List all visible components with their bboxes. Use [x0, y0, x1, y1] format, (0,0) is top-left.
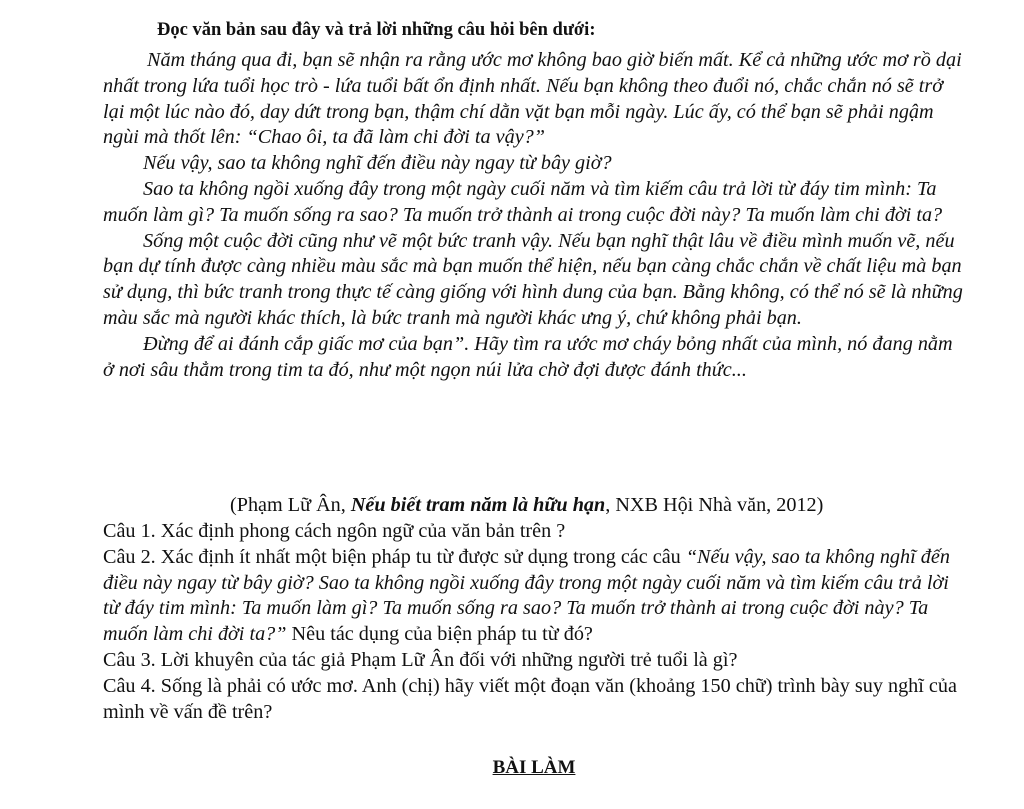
question-2	[103, 545, 963, 648]
passage-paragraph: Sao ta không ngồi xuống đây trong một ngày cuối năm và tìm kiếm câu trả lời từ đáy tim mình: Ta muốn làm gì? Ta muốn sống ra sao? Ta muốn trở thành ai trong cuộc đời này? Ta muốn làm chi đời ta?	[103, 177, 943, 226]
question-2-task: Nêu tác dụng của biện pháp tu từ đó?	[286, 623, 593, 646]
question-4: Câu 4. Sống là phải có ước mơ. Anh (chị) hãy viết một đoạn văn (khoảng 150 chữ) trình bày suy nghĩ của mình về vấn đề trên?	[103, 674, 957, 723]
citation-author: (Phạm Lữ Ân,	[230, 494, 351, 516]
question-1: Câu 1. Xác định phong cách ngôn ngữ của văn bản trên ?	[103, 520, 566, 542]
instruction-title: Đọc văn bản sau đây và trả lời những câu hỏi bên dưới:	[157, 20, 596, 40]
citation-book-title: Nếu biết tram năm là hữu hạn	[350, 494, 606, 516]
citation-publisher: , NXB Hội Nhà văn, 2012)	[605, 494, 824, 516]
question-list	[103, 519, 963, 725]
reading-passage	[103, 48, 963, 383]
passage-paragraph: Đừng để ai đánh cắp giấc mơ của bạn”. Hãy tìm ra ước mơ cháy bỏng nhất của mình, nó đang nằm ở nơi sâu thẳm trong tim ta đó, như một ngọn núi lửa chờ đợi được đánh thức...	[103, 332, 953, 381]
question-3: Câu 3. Lời khuyên của tác giả Phạm Lữ Ân đối với những người trẻ tuổi là gì?	[103, 648, 738, 671]
passage-paragraph: Năm tháng qua đi, bạn sẽ nhận ra rằng ước mơ không bao giờ biến mất. Kể cả những ước mơ rồ dại nhất trong lứa tuổi học trò - lứa tuổi bất ổn định nhất. Nếu bạn không theo đuổi nó, chắc chắn nó sẽ trở lại một lúc nào đó, day dứt trong bạn, thậm chí dằn vặt bạn mỗi ngày. Lúc ấy, có thể bạn sẽ phải ngậm ngùi mà thốt lên: “Chao ôi, ta đã làm chi đời ta vậy?”	[103, 49, 962, 149]
passage-paragraph: Sống một cuộc đời cũng như vẽ một bức tranh vậy. Nếu bạn nghĩ thật lâu về điều mình muốn vẽ, nếu bạn dự tính được càng nhiều màu sắc mà bạn muốn thể hiện, nếu bạn càng chắc chắn về chất liệu mà bạn sử dụng, thì bức tranh trong thực tế càng giống với hình dung của bạn. Bằng không, có thể nó sẽ là những màu sắc mà người khác thích, là bức tranh mà người khác ưng ý, chứ không phải bạn.	[103, 229, 963, 329]
answer-heading: BÀI LÀM	[492, 757, 576, 778]
question-2-prompt: Câu 2. Xác định ít nhất một biện pháp tu từ được sử dụng trong các câu	[103, 545, 686, 568]
passage-paragraph: Nếu vậy, sao ta không nghĩ đến điều này ngay từ bây giờ?	[143, 152, 612, 175]
question-2-quote: “Nếu vậy, sao ta không nghĩ đến điều này ngay từ bây giờ? Sao ta không ngồi xuống đây trong một ngày cuối năm và tìm kiếm câu trả lời từ đáy tim mình: Ta muốn làm gì? Ta muốn sống ra sao? Ta muốn trở thành ai trong cuộc đời này? Ta muốn làm chi đời ta?”	[103, 545, 950, 646]
source-citation	[230, 494, 823, 517]
